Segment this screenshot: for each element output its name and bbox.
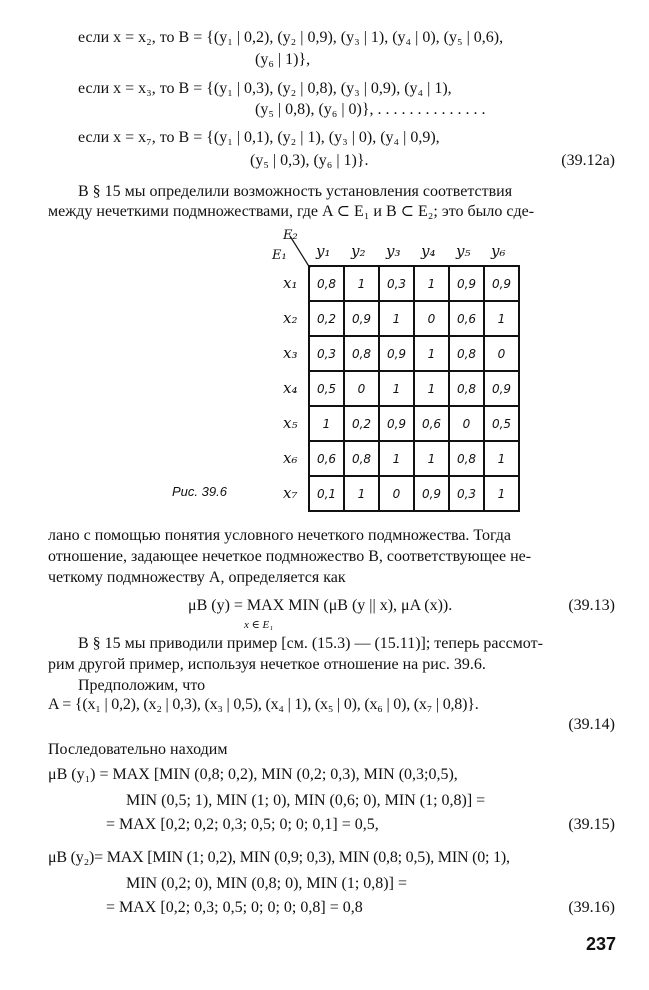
table-cell: 0,8 bbox=[344, 441, 379, 476]
table-cell: 0,5 bbox=[484, 406, 519, 441]
column-header: y₄ bbox=[421, 242, 436, 260]
paragraph-line: рим другой пример, используя нечеткое отношение на рис. 39.6. bbox=[48, 656, 486, 673]
table-cell: 0 bbox=[414, 301, 449, 336]
table-cell: 0,9 bbox=[449, 266, 484, 301]
table-cell: 1 bbox=[484, 301, 519, 336]
figure-caption: Рис. 39.6 bbox=[172, 484, 227, 499]
table-cell: 0,8 bbox=[309, 266, 344, 301]
table-cell: 0,8 bbox=[449, 441, 484, 476]
table-cell: 1 bbox=[344, 266, 379, 301]
table-cell: 0,6 bbox=[414, 406, 449, 441]
calc-line: MIN (0,5; 1), MIN (1; 0), MIN (0,6; 0), MIN (1; 0,8)] = bbox=[126, 792, 486, 809]
calc-line: μB (y₂)= MAX [MIN (1; 0,2), MIN (0,9; 0,3), MIN (0,8; 0,5), MIN (0; 1), bbox=[48, 849, 510, 866]
paragraph-line: четкому подмножеству A, определяется как bbox=[48, 569, 346, 586]
paragraph-line: Последовательно находим bbox=[48, 741, 228, 758]
table-cell: 0,9 bbox=[379, 336, 414, 371]
equation-number: (39.14) bbox=[568, 716, 615, 733]
table-cell: 0 bbox=[379, 476, 414, 511]
calc-line: μB (y₁) = MAX [MIN (0,8; 0,2), MIN (0,2; 0,3), MIN (0,3;0,5), bbox=[48, 766, 458, 783]
paragraph-line: В § 15 мы определили возможность установления соответствия bbox=[78, 183, 513, 200]
table-cell: 1 bbox=[344, 476, 379, 511]
table-cell: 1 bbox=[414, 266, 449, 301]
table-cell: 0,8 bbox=[449, 336, 484, 371]
table-cell: 0,6 bbox=[449, 301, 484, 336]
text-line: если x = x₇, то B = {(y₁ | 0,1), (y₂ | 1), (y₃ | 0), (y₄ | 0,9), bbox=[78, 129, 440, 146]
row-header: x₄ bbox=[283, 379, 298, 397]
table-row bbox=[309, 371, 519, 406]
table-cell: 1 bbox=[414, 441, 449, 476]
table-row bbox=[309, 266, 519, 301]
table-cell: 0,3 bbox=[309, 336, 344, 371]
table-row bbox=[309, 336, 519, 371]
calc-line: = MAX [0,2; 0,3; 0,5; 0; 0; 0; 0,8] = 0,8 bbox=[106, 899, 363, 916]
formula-39-13: μB (y) = MAX MIN (μB (y || x), μA (x)). bbox=[188, 597, 453, 614]
column-header: y₁ bbox=[316, 242, 331, 260]
table-cell: 0 bbox=[484, 336, 519, 371]
row-header: x₃ bbox=[283, 344, 298, 362]
text-line: (y₅ | 0,3), (y₆ | 1)}. bbox=[250, 152, 369, 169]
table-cell: 1 bbox=[414, 336, 449, 371]
paragraph-line: Предположим, что bbox=[78, 677, 206, 694]
equation-number: (39.13) bbox=[568, 597, 615, 614]
formula-subscript: x ∈ E₁ bbox=[244, 619, 274, 631]
row-header: x₆ bbox=[283, 449, 298, 467]
paragraph-line: В § 15 мы приводили пример [см. (15.3) — (15.11)]; теперь рассмот- bbox=[78, 635, 543, 652]
table-cell: 0,2 bbox=[344, 406, 379, 441]
paragraph-line: лано с помощью понятия условного нечеткого подмножества. Тогда bbox=[48, 527, 511, 544]
table-row bbox=[309, 301, 519, 336]
table-cell: 1 bbox=[379, 371, 414, 406]
table-cell: 1 bbox=[379, 441, 414, 476]
table-cell: 0,3 bbox=[449, 476, 484, 511]
table-cell: 1 bbox=[309, 406, 344, 441]
table-cell: 0 bbox=[344, 371, 379, 406]
column-header: y₆ bbox=[491, 242, 506, 260]
equation-number: (39.15) bbox=[568, 816, 615, 833]
table-cell: 0,9 bbox=[484, 371, 519, 406]
table-row bbox=[309, 406, 519, 441]
table-row bbox=[309, 441, 519, 476]
relation-matrix bbox=[308, 265, 520, 512]
table-cell: 0,2 bbox=[309, 301, 344, 336]
column-header: y₂ bbox=[351, 242, 366, 260]
table-cell: 0,3 bbox=[379, 266, 414, 301]
row-header: x₂ bbox=[283, 309, 298, 327]
corner-label-e2: E₂ bbox=[283, 228, 298, 243]
text-line: если x = x₃, то B = {(y₁ | 0,3), (y₂ | 0,8), (y₃ | 0,9), (y₄ | 1), bbox=[78, 80, 452, 97]
row-header: x₁ bbox=[283, 274, 298, 292]
paragraph-line: между нечеткими подмножествами, где A ⊂ E₁ и B ⊂ E₂; это было сде- bbox=[48, 203, 535, 220]
text-line: (y₆ | 1)}, bbox=[255, 51, 311, 68]
table-cell: 0,5 bbox=[309, 371, 344, 406]
table-cell: 0,9 bbox=[484, 266, 519, 301]
table-cell: 0,9 bbox=[379, 406, 414, 441]
equation-number: (39.12a) bbox=[561, 152, 615, 169]
table-row bbox=[309, 476, 519, 511]
page-number: 237 bbox=[586, 934, 617, 954]
set-a-definition: A = {(x₁ | 0,2), (x₂ | 0,3), (x₃ | 0,5), (x₄ | 1), (x₅ | 0), (x₆ | 0), (x₇ | 0,8)}. bbox=[48, 696, 479, 713]
row-header: x₅ bbox=[283, 414, 298, 432]
calc-line: = MAX [0,2; 0,2; 0,3; 0,5; 0; 0; 0,1] = 0,5, bbox=[106, 816, 379, 833]
table-cell: 0,9 bbox=[344, 301, 379, 336]
calc-line: MIN (0,2; 0), MIN (0,8; 0), MIN (1; 0,8)] = bbox=[126, 875, 407, 892]
table-cell: 1 bbox=[414, 371, 449, 406]
column-header: y₅ bbox=[456, 242, 471, 260]
table-cell: 0,6 bbox=[309, 441, 344, 476]
paragraph-line: отношение, задающее нечеткое подмножество B, соответствующее не- bbox=[48, 548, 532, 565]
column-header: y₃ bbox=[386, 242, 401, 260]
text-line: (y₅ | 0,8), (y₆ | 0)}, . . . . . . . . . . . . . . bbox=[255, 101, 486, 118]
table-cell: 0,8 bbox=[449, 371, 484, 406]
table-cell: 0,1 bbox=[309, 476, 344, 511]
table-cell: 1 bbox=[484, 476, 519, 511]
equation-number: (39.16) bbox=[568, 899, 615, 916]
corner-label-e1: E₁ bbox=[272, 248, 287, 263]
table-cell: 0 bbox=[449, 406, 484, 441]
row-header: x₇ bbox=[283, 484, 298, 502]
table-cell: 0,9 bbox=[414, 476, 449, 511]
table-cell: 0,8 bbox=[344, 336, 379, 371]
table-cell: 1 bbox=[379, 301, 414, 336]
text-line: если x = x₂, то B = {(y₁ | 0,2), (y₂ | 0,9), (y₃ | 1), (y₄ | 0), (y₅ | 0,6), bbox=[78, 29, 504, 46]
table-cell: 1 bbox=[484, 441, 519, 476]
